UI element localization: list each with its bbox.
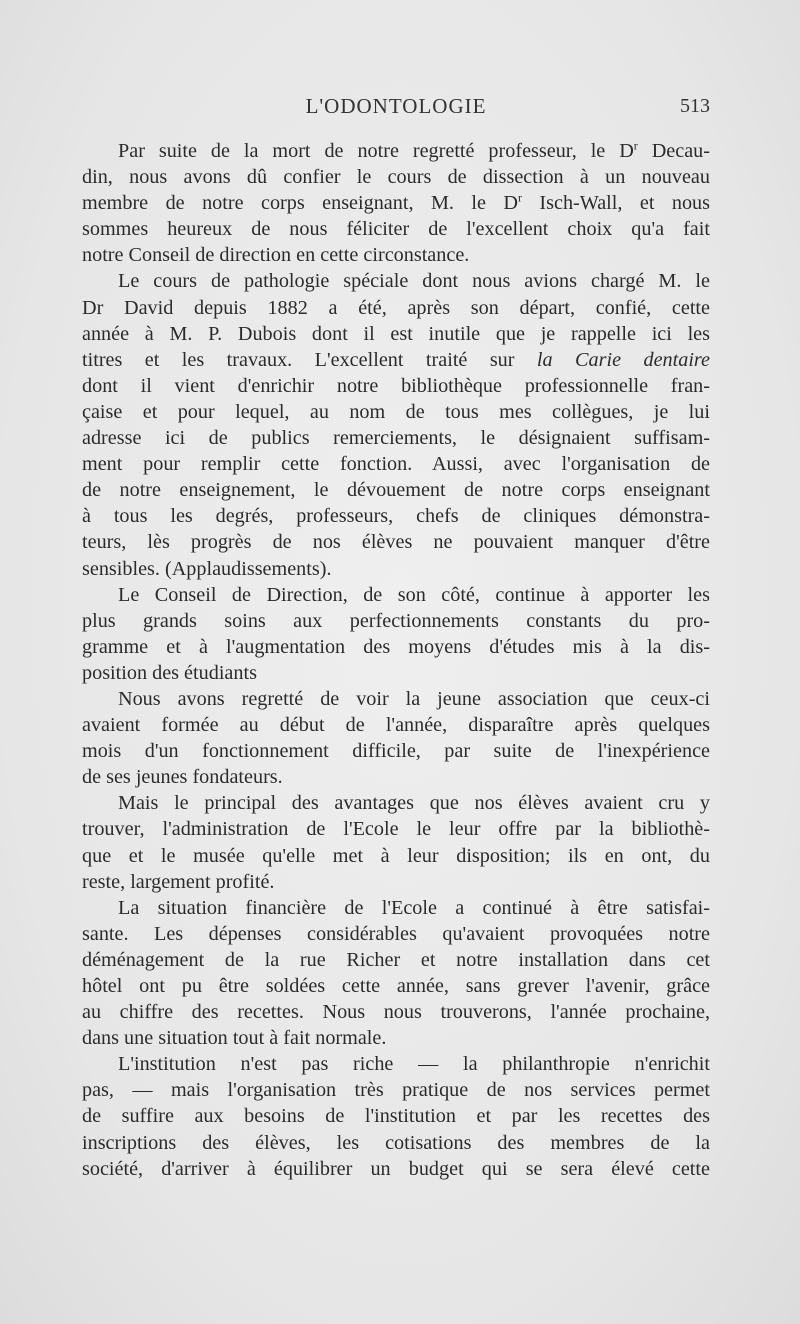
text-line-content: teurs, lès progrès de nos élèves ne pouvaient manquer d'être — [82, 531, 710, 554]
text-line — [82, 738, 710, 764]
text-line — [82, 216, 710, 242]
text-line-content: Nous avons regretté de voir la jeune association que ceux-ci — [118, 687, 710, 710]
text-line-content: Dr David depuis 1882 a été, après son départ, confié, cette — [82, 296, 710, 319]
text-line — [82, 556, 710, 582]
text-line — [82, 843, 710, 869]
text-line-content: titres et les travaux. L'excellent traité sur — [82, 348, 537, 371]
text-line — [82, 373, 710, 399]
text-line — [82, 321, 710, 347]
text-line — [82, 869, 710, 895]
text-line-content: inscriptions des élèves, les cotisations des membres de la — [82, 1131, 710, 1154]
text-line — [82, 816, 710, 842]
text-line-content: que et le musée qu'elle met à leur disposition; ils en ont, du — [82, 844, 710, 867]
text-line — [82, 295, 710, 321]
text-line — [82, 999, 710, 1025]
italic-title: la Carie dentaire — [536, 348, 710, 371]
text-line-content: position des étudiants — [82, 661, 257, 684]
text-line-content: sommes heureux de nous féliciter de l'excellent choix qu'a fait — [82, 218, 710, 241]
running-head — [82, 94, 710, 124]
text-line-content: ment pour remplir cette fonction. Aussi, avec l'organisation de — [82, 453, 710, 476]
text-line — [82, 582, 710, 608]
text-line — [82, 503, 710, 529]
text-line-content: dans une situation tout à fait normale. — [82, 1027, 387, 1050]
text-line — [82, 790, 710, 816]
body-text — [82, 138, 710, 1182]
text-line-content: de ses jeunes fondateurs. — [82, 766, 283, 789]
text-line-content: société, d'arriver à équilibrer un budget qui se sera élevé cette — [82, 1157, 710, 1180]
text-line-content: gramme et à l'augmentation des moyens d'études mis à la dis- — [82, 635, 710, 658]
text-line — [82, 529, 710, 555]
text-line-continuation: Isch-Wall, et nous — [521, 192, 710, 215]
text-line — [82, 138, 710, 164]
text-line — [82, 1130, 710, 1156]
running-head-title: L'ODONTOLOGIE — [305, 94, 487, 118]
text-line-content: notre Conseil de direction en cette circonstance. — [82, 244, 470, 267]
superscript: r — [517, 190, 522, 205]
text-line-content: sante. Les dépenses considérables qu'avaient provoquées notre — [82, 922, 710, 945]
text-line-content: sensibles. (Applaudissements). — [82, 557, 332, 580]
text-line-content: mois d'un fonctionnement difficile, par suite de l'inexpérience — [82, 740, 710, 763]
text-line — [82, 242, 710, 268]
text-line — [82, 477, 710, 503]
text-line-content: membre de notre corps enseignant, M. le D — [82, 192, 518, 215]
text-line — [82, 451, 710, 477]
text-line-content: adresse ici de publics remerciements, le désignaient suffisam- — [82, 427, 710, 450]
text-line — [82, 347, 710, 373]
text-line-content: de notre enseignement, le dévouement de notre corps enseignant — [82, 479, 710, 502]
text-line-content: Le cours de pathologie spéciale dont nous avions chargé M. le — [118, 270, 710, 293]
text-line-content: à tous les degrés, professeurs, chefs de cliniques démonstra- — [82, 505, 710, 528]
text-line — [82, 686, 710, 712]
page-number: 513 — [680, 95, 710, 117]
text-line-content: trouver, l'administration de l'Ecole le leur offre par la bibliothè- — [82, 818, 710, 841]
text-line-content: Par suite de la mort de notre regretté professeur, le D — [118, 140, 634, 162]
text-line-content: déménagement de la rue Richer et notre installation dans cet — [82, 948, 710, 971]
text-line-content: L'institution n'est pas riche — la philanthropie n'enrichit — [118, 1053, 710, 1076]
text-line — [82, 634, 710, 660]
text-line-content: din, nous avons dû confier le cours de dissection à un nouveau — [82, 166, 710, 189]
text-line — [82, 764, 710, 790]
text-line — [82, 895, 710, 921]
text-line — [82, 1156, 710, 1182]
text-line-content: plus grands soins aux perfectionnements constants du pro- — [82, 609, 710, 632]
text-line-content: au chiffre des recettes. Nous nous trouverons, l'année prochaine, — [82, 1001, 710, 1024]
text-line — [82, 921, 710, 947]
text-line — [82, 399, 710, 425]
text-line-content: avaient formée au début de l'année, disparaître après quelques — [82, 714, 710, 737]
text-line-content: Mais le principal des avantages que nos élèves avaient cru y — [118, 792, 710, 815]
text-line — [82, 660, 710, 686]
text-line-content: pas, — mais l'organisation très pratique de nos services permet — [82, 1079, 710, 1102]
text-line — [82, 164, 710, 190]
text-line — [82, 190, 710, 216]
superscript: r — [633, 138, 638, 153]
text-line-continuation: Decau- — [637, 140, 710, 162]
text-line-content: année à M. P. Dubois dont il est inutile que je rappelle ici les — [82, 322, 710, 345]
text-line — [82, 947, 710, 973]
text-line — [82, 1051, 710, 1077]
text-line — [82, 1025, 710, 1051]
text-line — [82, 268, 710, 294]
text-line-content: çaise et pour lequel, au nom de tous mes collègues, je lui — [82, 400, 710, 423]
text-line — [82, 425, 710, 451]
text-line — [82, 1103, 710, 1129]
text-line-content: hôtel ont pu être soldées cette année, sans grever l'avenir, grâce — [82, 975, 710, 997]
text-line-content: de suffire aux besoins de l'institution et par les recettes des — [82, 1105, 710, 1128]
text-line — [82, 712, 710, 738]
text-line-content: Le Conseil de Direction, de son côté, continue à apporter les — [118, 583, 710, 606]
text-line-content: dont il vient d'enrichir notre bibliothèque professionnelle fran- — [82, 374, 710, 397]
text-line — [82, 608, 710, 634]
text-line — [82, 973, 710, 999]
text-line-content: La situation financière de l'Ecole a continué à être satisfai- — [118, 896, 710, 919]
text-line — [82, 1077, 710, 1103]
text-line-content: reste, largement profité. — [82, 870, 275, 893]
